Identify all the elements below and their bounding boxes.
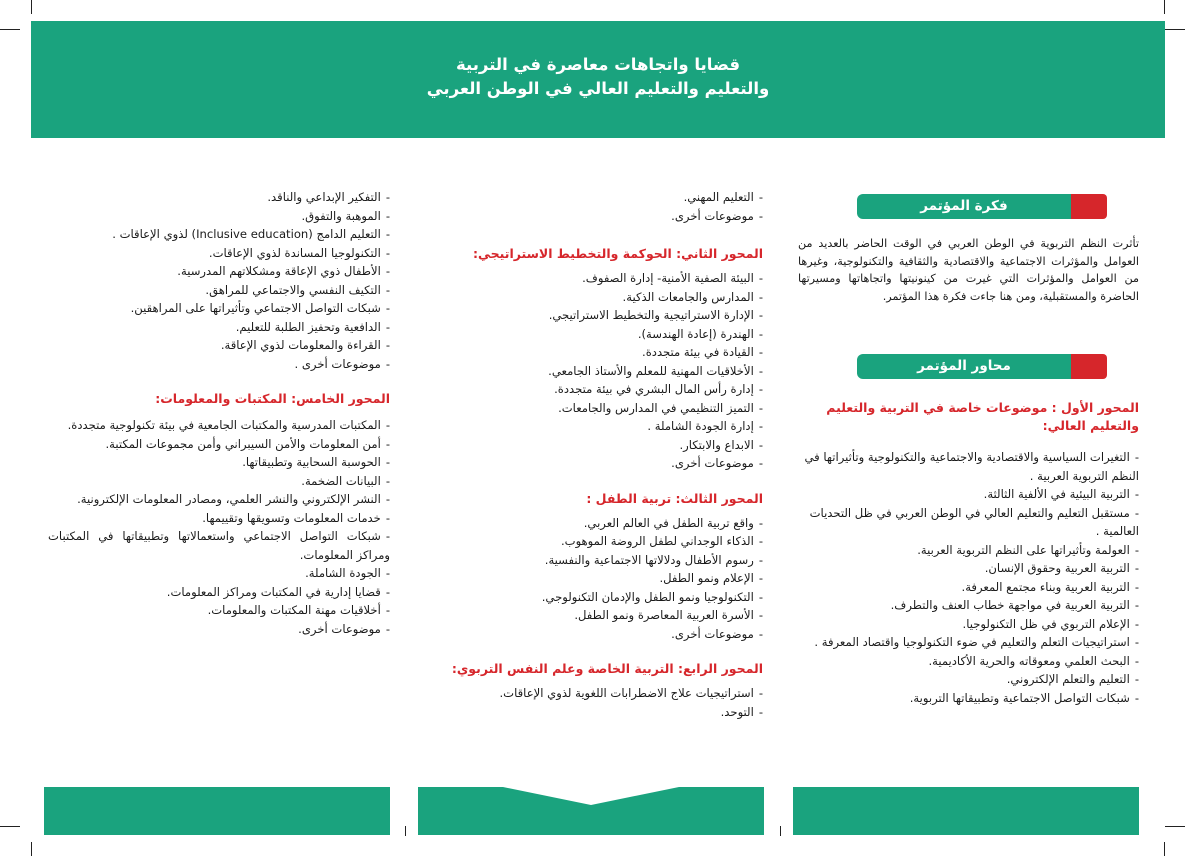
axes-label: محاور المؤتمر [857,354,1071,379]
list-item: -شبكات التواصل الاجتماعي واستعمالاتها وتطبيقاتها في المكتبات ومراكز المعلومات. [48,529,390,562]
crop-mark [1165,29,1185,30]
list-item: -رسوم الأطفال ودلالاتها الاجتماعية والنفسية. [544,552,763,567]
idea-label: فكرة المؤتمر [857,194,1071,219]
list-item: -الدافعية وتحفيز الطلبة للتعليم. [235,319,390,334]
list-item: -موضوعات أخرى. [671,456,763,470]
list-item: -إدارة رأس المال البشري في بيئة متجددة. [554,382,763,396]
list-item: -التميز التنظيمي في المدارس والجامعات. [558,400,763,415]
list-item: -التعليم المهني. [683,190,763,204]
axis1-list [798,448,1139,707]
list-item: -الحوسبة السحابية وتطبيقاتها. [242,455,390,469]
list-item: -قضايا إدارية في المكتبات ومراكز المعلومات. [166,584,390,599]
list-item: -استراتيجيات علاج الاضطرابات اللغوية لذوي الإعاقات. [499,686,763,700]
list-item: -النشر الإلكتروني والنشر العلمي، ومصادر المعلومات الإلكترونية. [77,492,390,506]
list-item: -أمن المعلومات والأمن السيبراني وأمن مجموعات المكتبة. [105,436,390,451]
left-column [48,188,390,638]
header-banner [31,21,1165,138]
header-notch [489,138,753,156]
list-item: -خدمات المعلومات وتسويقها وتقييمها. [202,510,390,525]
right-column [798,194,1139,707]
list-item: -التكنولوجيا المساندة لذوي الإعاقات. [208,245,390,260]
list-item: -الموهبة والتفوق. [301,208,390,223]
crop-mark [0,826,20,827]
crop-mark [1165,826,1185,827]
list-item: -مستقبل التعليم والتعليم العالي في الوطن العربي في ظل التحديات العالمية . [809,505,1139,538]
axis4-list [445,684,763,721]
axis2-title: المحور الثاني: الحوكمة والتخطيط الاستراتيجي: [473,246,763,261]
list-item: -الإعلام ونمو الطفل. [659,571,763,585]
list-item: -التربية البيئية في الألفية الثالثة. [983,487,1139,501]
list-item: -القراءة والمعلومات لذوي الإعاقة. [220,338,390,352]
axis1-title: المحور الأول : موضوعات خاصة في التربية والتعليم والتعليم العالي: [826,400,1139,433]
axis1-continued-list [445,188,763,225]
crop-mark [1164,842,1165,856]
idea-section-label [857,194,1107,219]
header-title-line-2: والتعليم والتعليم العالي في الوطن العربي [426,79,770,98]
idea-paragraph: تأثرت النظم التربوية في الوطن العربي في الوقت الحاضر بالعديد من العوامل والمؤثرات الاجتماعية والاقتصادية والثقافية والتكنولوجية، وغيرها من العوامل والمؤثرات التي غيرت من كينونيتها واتجاهاتها ومسيرتها الحاضرة والمستقبلية، ومن هنا جاءت فكرة هذا المؤتمر. [798,237,1139,303]
crop-mark [31,0,32,14]
crop-mark [31,842,32,856]
list-item: -التربية العربية في مواجهة خطاب العنف والتطرف. [890,598,1139,612]
list-item: -موضوعات أخرى. [671,626,763,641]
list-item: -الأطفال ذوي الإعاقة ومشكلاتهم المدرسية. [177,264,390,278]
header-title [31,53,1165,101]
list-item: -المدارس والجامعات الذكية. [622,289,763,304]
footer-notch [503,787,679,805]
list-item: -الأخلاقيات المهنية للمعلم والأستاذ الجامعي. [548,363,763,378]
list-item: -التكيف النفسي والاجتماعي للمراهق. [205,282,390,297]
middle-column [445,188,763,721]
list-item: -شبكات التواصل الاجتماعي وتأثيراتها على المراهقين. [130,301,390,315]
fold-mark [405,826,406,836]
list-item: -الذكاء الوجداني لطفل الروضة الموهوب. [560,534,763,548]
list-item: -التربية العربية وبناء مجتمع المعرفة. [961,579,1139,594]
list-item: -البيانات الضخمة. [301,473,390,488]
list-item: -استراتيجيات التعلم والتعليم في ضوء التكنولوجيا واقتصاد المعرفة . [814,635,1139,649]
footer-banner-right [793,787,1139,835]
list-item: -القيادة في بيئة متجددة. [642,345,763,359]
list-item: -الجودة الشاملة. [305,566,390,580]
footer-banner-middle [418,787,764,835]
footer-banner-left [44,787,390,835]
axis2-list [445,269,763,473]
fold-mark [780,826,781,836]
axis4-continued-list [48,188,390,373]
list-item: -التعليم والتعلم الإلكتروني. [1006,672,1139,686]
header-title-line-1: قضايا واتجاهات معاصرة في التربية [456,55,740,74]
axes-section-label [857,354,1107,379]
list-item: -التربية العربية وحقوق الإنسان. [984,561,1139,575]
list-item: -التكنولوجيا ونمو الطفل والإدمان التكنولوجي. [541,589,763,604]
list-item: -الأسرة العربية المعاصرة ونمو الطفل. [574,608,763,622]
list-item: -الإدارة الاستراتيجية والتخطيط الاستراتيجي. [548,308,763,322]
crop-mark [0,29,20,30]
list-item: -البيئة الصفية الأمنية- إدارة الصفوف. [582,271,763,285]
list-item: -إدارة الجودة الشاملة . [647,419,763,433]
list-item: -موضوعات أخرى . [294,356,390,371]
list-item: -واقع تربية الطفل في العالم العربي. [583,515,763,530]
axis3-title: المحور الثالث: تربية الطفل : [586,490,763,506]
list-item: -الابداع والابتكار. [679,437,763,452]
list-item: -موضوعات أخرى. [671,208,763,223]
list-item: -الإعلام التربوي في ظل التكنولوجيا. [962,616,1139,631]
list-item: -العولمة وتأثيراتها على النظم التربوية العربية. [917,542,1139,557]
list-item: -الهندرة (إعادة الهندسة). [637,326,763,341]
axis5-list [48,416,390,638]
axis5-title: المحور الخامس: المكتبات والمعلومات: [155,391,390,406]
axis3-list [445,514,763,644]
list-item: -التفكير الإبداعي والناقد. [267,190,390,204]
list-item: -المكتبات المدرسية والمكتبات الجامعية في بيئة تكنولوجية متجددة. [67,418,390,432]
list-item: -البحث العلمي ومعوقاته والحرية الأكاديمية. [928,653,1139,668]
list-item: -التوحد. [720,704,763,719]
list-item: -أخلاقيات مهنة المكتبات والمعلومات. [207,603,390,617]
crop-mark [1164,0,1165,14]
axis4-title: المحور الرابع: التربية الخاصة وعلم النفس التربوي: [451,661,763,676]
list-item: -التغيرات السياسية والاقتصادية والاجتماعية والتكنولوجية وتأثيراتها في النظم التربوية العربية . [804,450,1139,483]
list-item: -موضوعات أخرى. [298,621,390,636]
list-item: -شبكات التواصل الاجتماعية وتطبيقاتها التربوية. [909,690,1139,705]
list-item: -التعليم الدامج (Inclusive education) لذوي الإعاقات . [112,227,390,241]
